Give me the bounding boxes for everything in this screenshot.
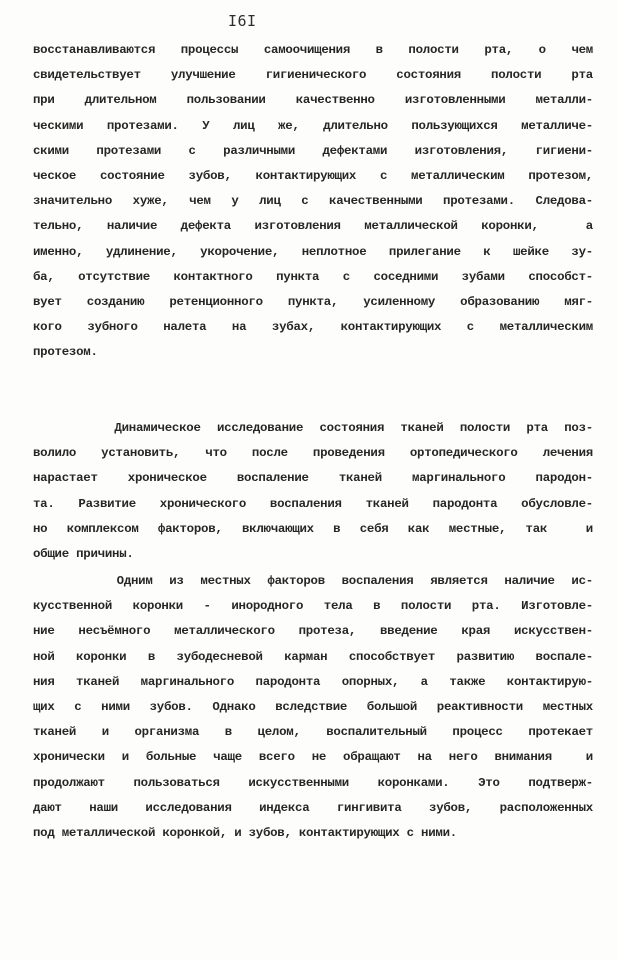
- paragraph-1: [33, 38, 593, 365]
- text-line: ба, отсутствие контактного пункта с соседними зубами способст-: [33, 269, 593, 284]
- text-line: скими протезами с различными дефектами изготовления, гигиени-: [33, 143, 593, 158]
- text-line: хронически и больные чаще всего не обращают на него внимания и: [33, 750, 593, 765]
- text-line: ческое состояние зубов, контактирующих с металлическим протезом,: [33, 168, 593, 183]
- text-line: ческими протезами. У лиц же, длительно пользующихся металличе-: [33, 118, 593, 133]
- text-line: протезом.: [33, 345, 98, 360]
- text-line: нарастает хроническое воспаление тканей маргинального пародон-: [33, 471, 593, 486]
- text-line: общие причины.: [33, 546, 134, 561]
- text-line: дают наши исследования индекса гингивита зубов, расположенных: [33, 800, 593, 815]
- text-line: волило установить, что после проведения ортопедического лечения: [33, 446, 593, 461]
- text-line: щих с ними зубов. Однако вследствие большой реактивности местных: [33, 699, 593, 714]
- text-line: значительно хуже, чем у лиц с качественными протезами. Следова-: [33, 194, 593, 209]
- paragraph-2: [33, 416, 593, 567]
- text-line: тканей и организма в целом, воспалительный процесс протекает: [33, 725, 593, 740]
- text-line: продолжают пользоваться искусственными коронками. Это подтверж-: [33, 775, 593, 790]
- text-line: при длительном пользовании качественно изготовленными металли-: [33, 93, 593, 108]
- text-line: восстанавливаются процессы самоочищения в полости рта, о чем: [33, 43, 593, 57]
- paragraph-3: [33, 569, 593, 846]
- text-line: под металлической коронкой, и зубов, контактирующих с ними.: [33, 825, 457, 840]
- text-line: ной коронки в зубодесневой карман способствует развитию воспале-: [33, 649, 593, 664]
- text-line: вует созданию ретенционного пункта, усиленному образованию мяг-: [33, 294, 593, 309]
- text-line: Одним из местных факторов воспаления является наличие ис-: [33, 574, 593, 588]
- text-line: ние несъёмного металлического протеза, введение края искусствен-: [33, 624, 593, 639]
- page-number: I6I: [228, 12, 257, 30]
- text-line: та. Развитие хронического воспаления тканей пародонта обусловле-: [33, 496, 593, 511]
- text-line: но комплексом факторов, включающих в себя как местные, так и: [33, 521, 593, 536]
- text-line: свидетельствует улучшение гигиенического состояния полости рта: [33, 68, 593, 83]
- text-line: Динамическое исследование состояния тканей полости рта поз-: [33, 421, 593, 435]
- text-line: ния тканей маргинального пародонта опорных, а также контактирую-: [33, 674, 593, 689]
- text-line: кого зубного налета на зубах, контактирующих с металлическим: [33, 320, 593, 335]
- text-line: кусственной коронки - инородного тела в полости рта. Изготовле-: [33, 599, 593, 614]
- text-line: тельно, наличие дефекта изготовления металлической коронки, а: [33, 219, 593, 234]
- text-line: именно, удлинение, укорочение, неплотное прилегание к шейке зу-: [33, 244, 593, 259]
